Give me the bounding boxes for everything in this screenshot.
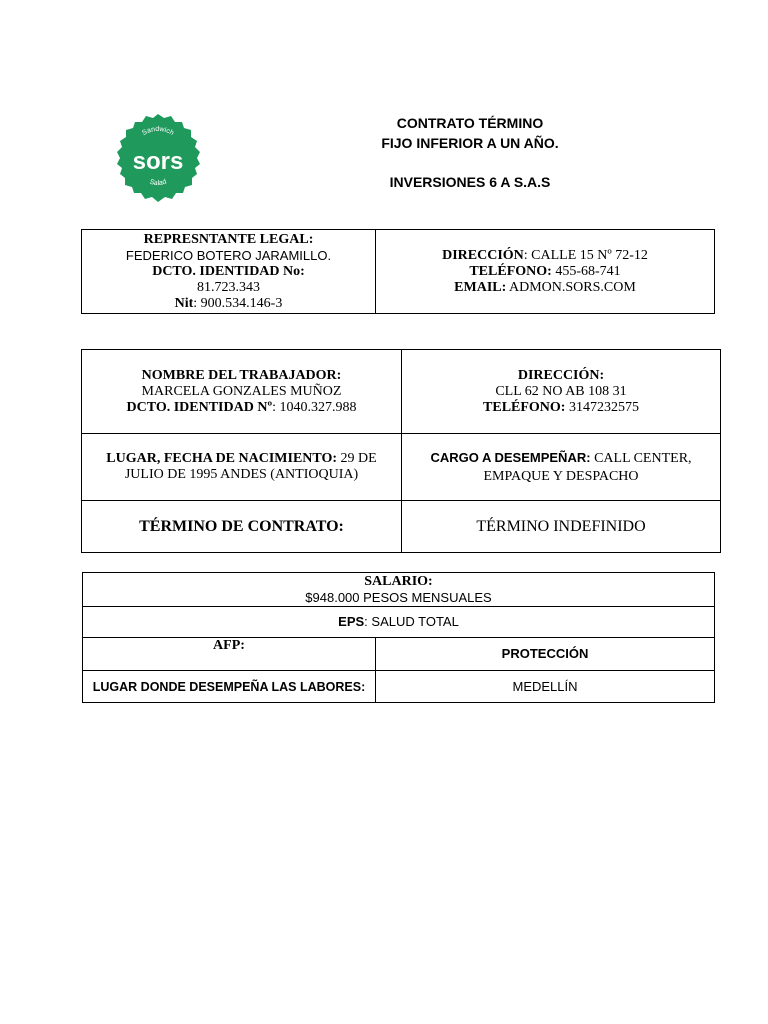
worker-id-label: DCTO. IDENTIDAD Nº [126,399,273,415]
worker-address-value: CLL 62 NO AB 108 31 [495,383,627,399]
afp-label-cell [83,638,376,671]
afp-value-cell [376,638,715,671]
worker-phone-label: TELÉFONO: [483,399,566,415]
employer-address-value: : CALLE 15 Nº 72-12 [523,247,648,263]
worker-position-value: CALL CENTER, EMPAQUE Y DESPACHO [483,451,692,484]
rep-name: FEDERICO BOTERO JARAMILLO. [125,247,332,263]
logo-bottom-text: Salad [148,178,168,188]
worker-name-label: NOMBRE DEL TRABAJADOR: [141,367,342,383]
eps-line [83,614,714,630]
worker-contact-cell [402,350,721,434]
afp-value: PROTECCIÓN [501,646,589,661]
contract-term-label-cell [82,501,402,553]
employer-phone-label: TELÉFONO: [469,263,552,279]
worker-birth [102,451,381,483]
worker-name-value: MARCELA GONZALES MUÑOZ [141,383,342,399]
worker-id [82,400,401,416]
employer-id-label: DCTO. IDENTIDAD No: [152,263,305,279]
employer-address [376,248,714,264]
workplace-label-cell [83,671,376,703]
benefits-table [82,572,715,703]
worker-birth-cell [82,434,402,501]
nit-line [82,296,375,312]
nit-value: : 900.534.146-3 [193,295,283,311]
eps-label: EPS [338,614,365,629]
contract-term-value-cell [402,501,721,553]
employer-phone-value: 455-68-741 [551,263,621,279]
contract-term-label: TÉRMINO DE CONTRATO: [139,517,344,535]
salary-value: $948.000 PESOS MENSUALES [305,589,492,605]
employer-address-label: DIRECCIÓN [442,247,524,263]
worker-phone-value: 3147232575 [565,399,639,415]
employer-rep-cell [82,230,376,314]
nit-label: Nit [174,295,194,311]
contract-title-line2: FIJO INFERIOR A UN AÑO. [381,135,559,151]
workplace-value: MEDELLÍN [512,678,578,694]
rep-label: REPRESNTANTE LEGAL: [143,231,314,247]
salary-label: SALARIO: [364,573,433,589]
worker-table [81,349,721,553]
employer-phone [376,264,714,280]
sors-logo [108,113,208,207]
contract-title-line1: CONTRATO TÉRMINO [396,115,544,131]
company-name: INVERSIONES 6 A S.A.S [389,174,551,190]
worker-id-value: : 1040.327.988 [272,399,357,415]
logo-top-text: Sandwich [141,125,175,138]
afp-label: AFP: [213,638,245,653]
worker-position-cell [402,434,721,501]
worker-address-label: DIRECCIÓN: [517,367,605,383]
worker-birth-label: LUGAR, FECHA DE NACIMIENTO: [106,451,338,466]
worker-birth-value: 29 DE JULIO DE 1995 ANDES (ANTIOQUIA) [124,451,377,482]
contract-term-value: TÉRMINO INDEFINIDO [476,517,646,535]
workplace-label: LUGAR DONDE DESEMPEÑA LAS LABORES: [92,679,366,694]
worker-name-cell [82,350,402,434]
eps-value: : SALUD TOTAL [364,614,459,629]
employer-email [376,280,714,296]
employer-email-label: EMAIL: [454,279,507,295]
employer-email-value: ADMON.SORS.COM [506,279,636,295]
employer-id-value: 81.723.343 [197,279,260,295]
workplace-value-cell [376,671,715,703]
worker-position [422,449,700,485]
eps-cell [83,607,715,638]
worker-phone [402,400,720,416]
worker-position-label: CARGO A DESEMPEÑAR: [430,450,591,465]
logo-brand: sors [132,148,184,175]
employer-contact-cell [376,230,715,314]
salary-cell [83,573,715,607]
employer-table [81,229,715,314]
